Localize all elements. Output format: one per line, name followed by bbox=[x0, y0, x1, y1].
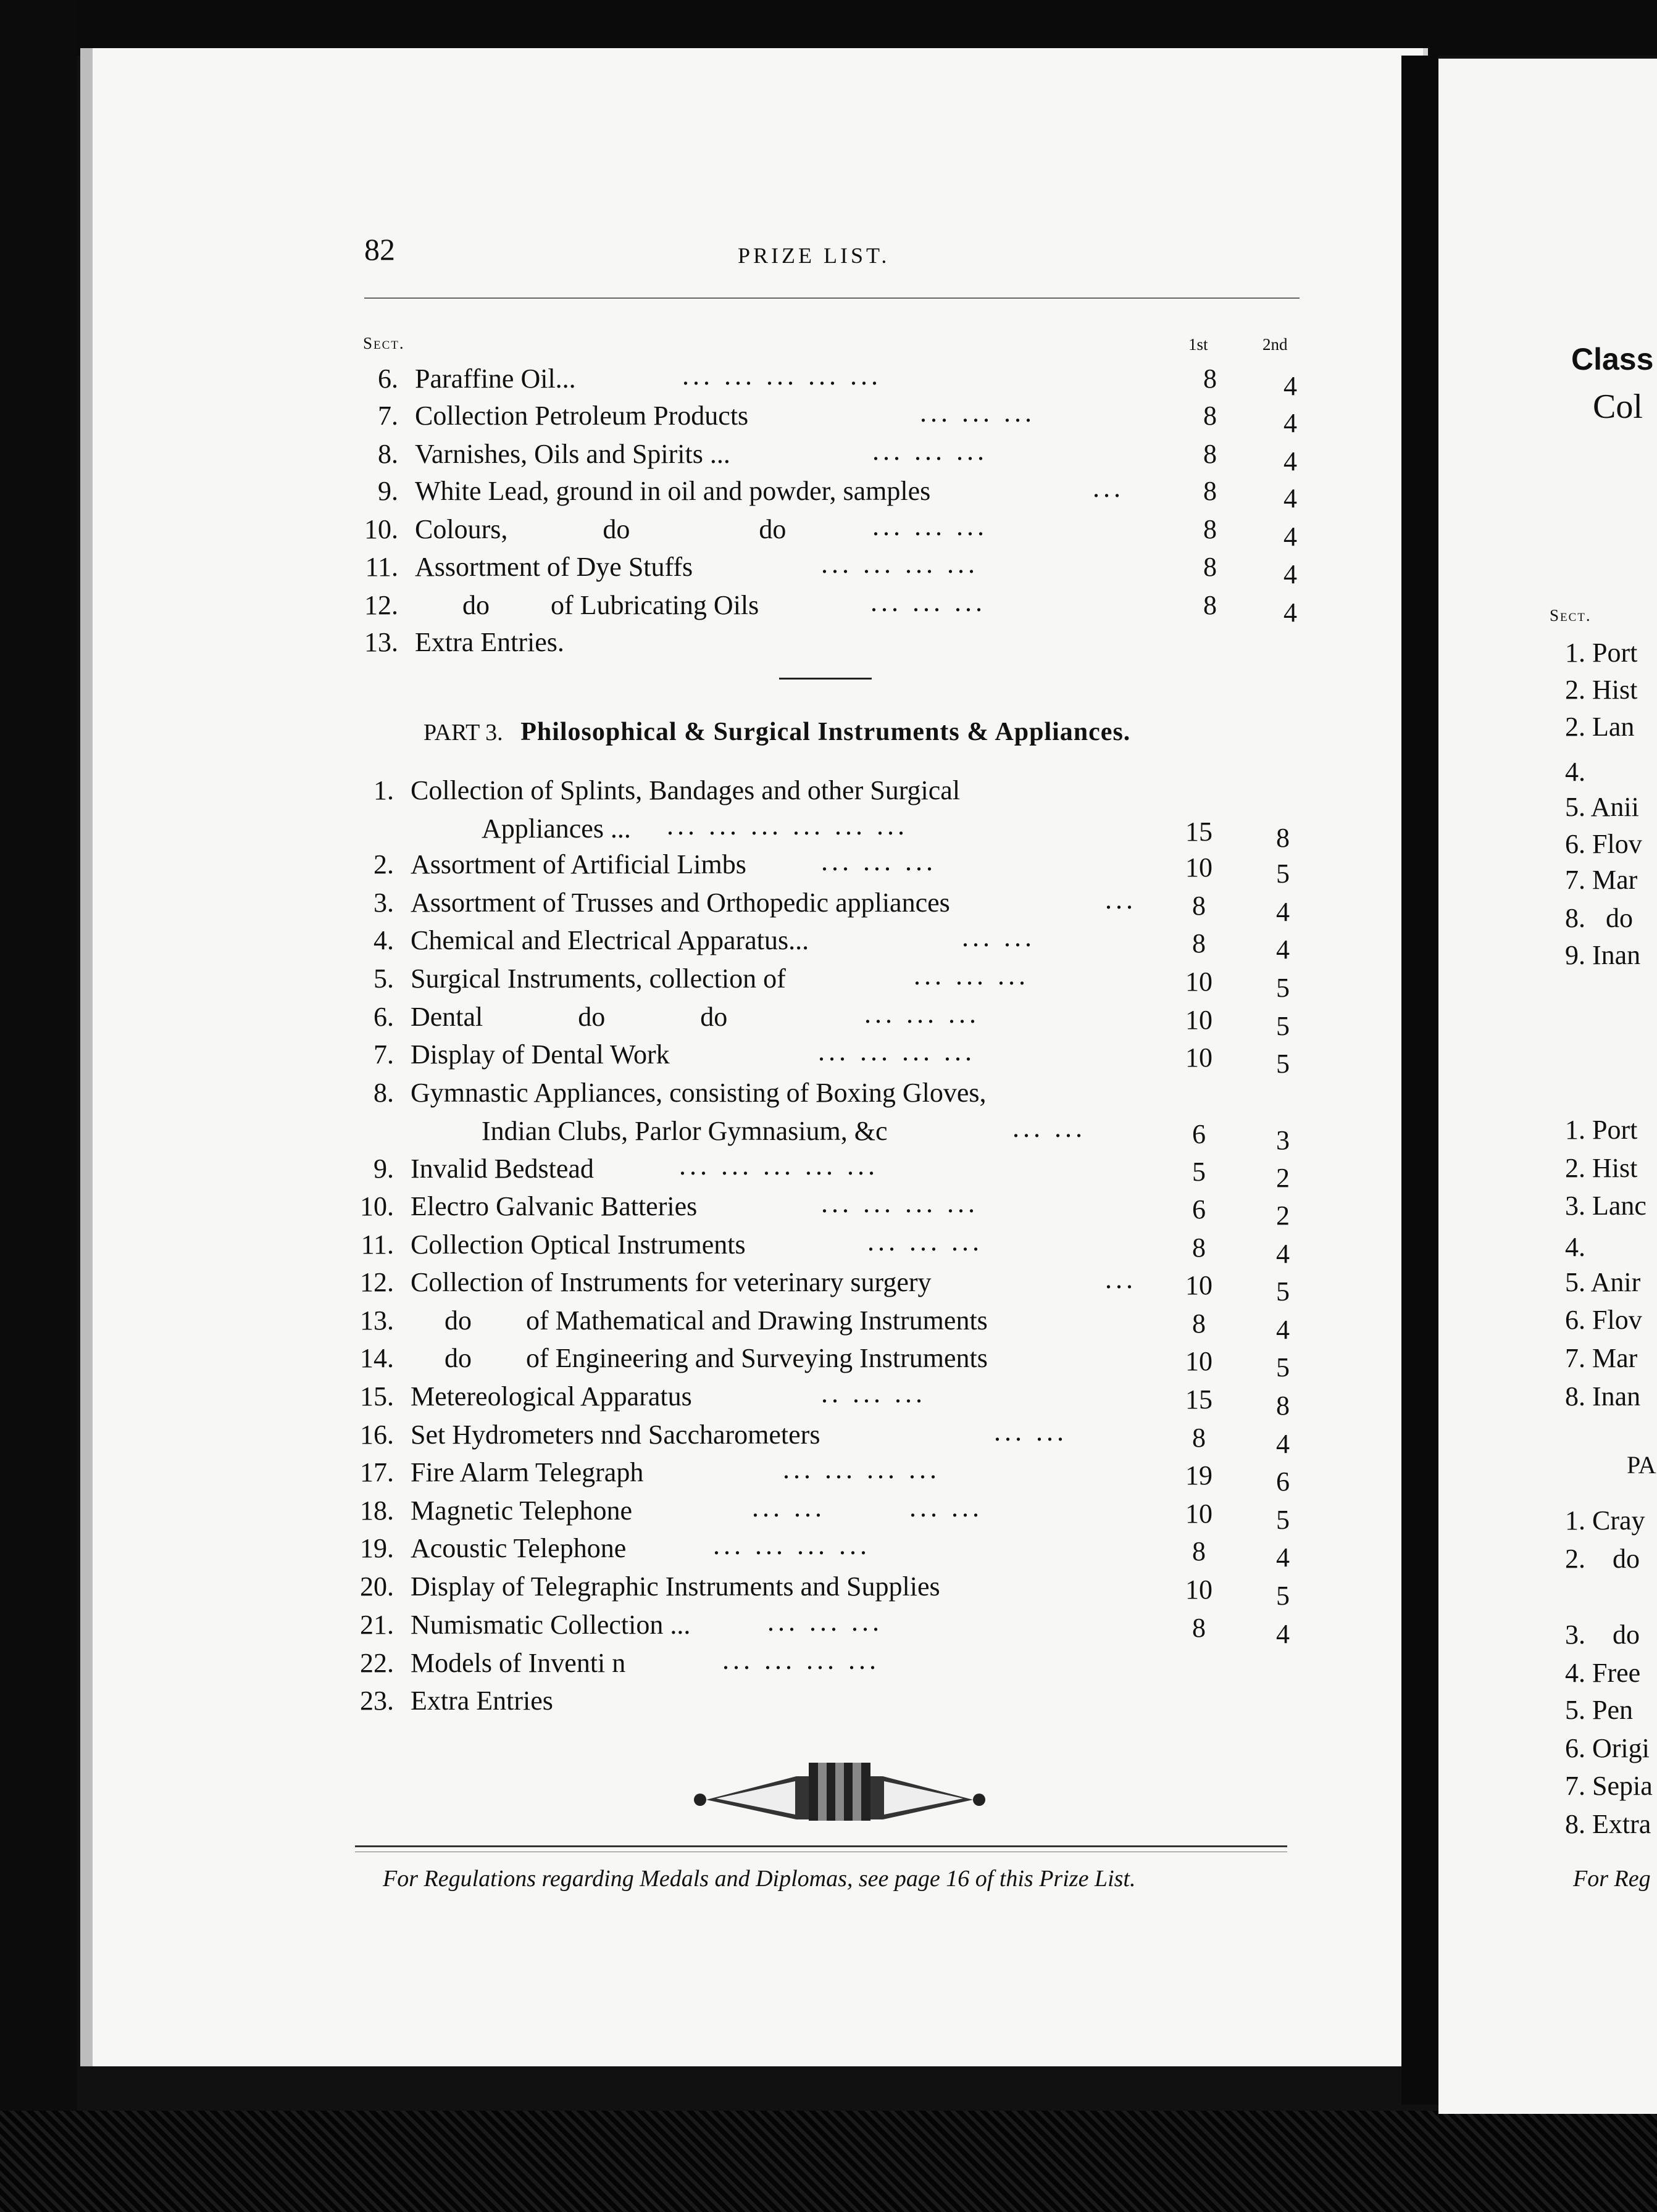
facing-list-item: 4. bbox=[1565, 1232, 1585, 1262]
first-prize: 8 bbox=[1192, 1423, 1206, 1453]
facing-list-item: 7. Mar bbox=[1565, 865, 1638, 895]
second-prize: 6 bbox=[1276, 1466, 1290, 1497]
item-description: Models of Inventi n bbox=[411, 1648, 626, 1678]
second-prize: 5 bbox=[1276, 1276, 1290, 1307]
scan-border-top bbox=[0, 0, 1657, 56]
item-number: 18. bbox=[360, 1495, 394, 1526]
item-number: 21. bbox=[360, 1610, 394, 1640]
item-leader-dots: ... ... bbox=[1012, 1113, 1086, 1143]
item-description: Varnishes, Oils and Spirits ... bbox=[415, 439, 730, 469]
item-description: do of Engineering and Surveying Instruments bbox=[411, 1343, 988, 1373]
item-number: 16. bbox=[360, 1420, 394, 1450]
item-number: 6. bbox=[378, 364, 398, 394]
item-leader-dots: ... ... ... bbox=[864, 999, 980, 1029]
facing-footer: For Reg bbox=[1573, 1866, 1651, 1892]
first-prize: 10 bbox=[1185, 967, 1212, 997]
first-prize: 10 bbox=[1185, 1499, 1212, 1529]
second-prize: 4 bbox=[1283, 446, 1297, 476]
item-description: Gymnastic Appliances, consisting of Boxing Gloves, bbox=[411, 1078, 987, 1108]
first-prize: 6 bbox=[1192, 1119, 1206, 1149]
second-prize: 4 bbox=[1276, 1619, 1290, 1649]
second-prize: 2 bbox=[1276, 1200, 1290, 1231]
second-prize: 5 bbox=[1276, 1011, 1290, 1041]
book-gutter bbox=[1401, 56, 1438, 2105]
item-leader-dots: ... ... ... bbox=[870, 587, 986, 617]
first-prize: 8 bbox=[1192, 1233, 1206, 1263]
running-head: PRIZE LIST. bbox=[738, 243, 890, 268]
first-prize-column-label: 1st bbox=[1188, 335, 1208, 354]
second-prize: 5 bbox=[1276, 1352, 1290, 1382]
second-prize: 4 bbox=[1276, 1542, 1290, 1573]
facing-list-item: 8. do bbox=[1565, 903, 1633, 933]
facing-list-item: 8. Extra bbox=[1565, 1809, 1651, 1839]
facing-list-item: 2. Hist bbox=[1565, 1153, 1638, 1183]
first-prize: 8 bbox=[1192, 891, 1206, 921]
item-number: 6. bbox=[374, 1002, 394, 1032]
footer-note: For Regulations regarding Medals and Diplomas, see page 16 of this Prize List. bbox=[383, 1866, 1136, 1892]
item-leader-dots: ... ... ... ... bbox=[821, 549, 979, 579]
item-number: 13. bbox=[360, 1305, 394, 1336]
first-prize: 8 bbox=[1203, 401, 1217, 431]
facing-list-item: 1. Cray bbox=[1565, 1505, 1645, 1536]
facing-list-item: 5. Anir bbox=[1565, 1267, 1641, 1297]
item-description: Fire Alarm Telegraph bbox=[411, 1457, 644, 1487]
item-description: Collection of Splints, Bandages and other Surgical bbox=[411, 775, 961, 805]
item-description: Electro Galvanic Batteries bbox=[411, 1191, 698, 1221]
item-number: 8. bbox=[374, 1078, 394, 1108]
item-number: 17. bbox=[360, 1457, 394, 1487]
first-prize: 8 bbox=[1203, 364, 1217, 394]
item-description: Display of Dental Work bbox=[411, 1039, 670, 1070]
second-prize: 4 bbox=[1283, 522, 1297, 552]
item-number: 7. bbox=[374, 1039, 394, 1070]
facing-list-item: 6. Flov bbox=[1565, 1305, 1642, 1335]
first-prize: 10 bbox=[1185, 1042, 1212, 1073]
facing-subheading: Col bbox=[1593, 388, 1643, 426]
facing-list-item: 3. do bbox=[1565, 1620, 1640, 1650]
part-label: PART 3. bbox=[424, 720, 503, 746]
item-description: Collection of Instruments for veterinary surgery bbox=[411, 1267, 932, 1297]
item-description: Assortment of Artificial Limbs bbox=[411, 849, 746, 879]
sect-column-label: Sect. bbox=[363, 334, 405, 352]
facing-list-item: 7. Mar bbox=[1565, 1343, 1638, 1373]
item-description: Set Hydrometers nnd Saccharometers bbox=[411, 1420, 820, 1450]
item-number: 15. bbox=[360, 1381, 394, 1412]
first-prize: 10 bbox=[1185, 1005, 1212, 1035]
item-leader-dots: ... ... ... bbox=[872, 511, 988, 541]
second-prize: 5 bbox=[1276, 1505, 1290, 1535]
first-prize: 8 bbox=[1203, 439, 1217, 469]
item-description: Acoustic Telephone bbox=[411, 1533, 627, 1563]
facing-list-item: 8. Inan bbox=[1565, 1381, 1641, 1412]
item-description: Collection Optical Instruments bbox=[411, 1229, 746, 1260]
facing-sect-label: Sect. bbox=[1550, 606, 1592, 625]
item-number: 23. bbox=[360, 1686, 394, 1716]
second-prize: 4 bbox=[1283, 483, 1297, 514]
item-number: 11. bbox=[365, 552, 398, 582]
scan-border-left bbox=[0, 0, 77, 2212]
facing-list-item: 9. Inan bbox=[1565, 940, 1641, 970]
first-prize: 10 bbox=[1185, 1574, 1212, 1605]
item-leader-dots: ... ... ... ... ... bbox=[682, 360, 882, 391]
item-description-continued: Appliances ... bbox=[482, 813, 631, 844]
item-description: White Lead, ground in oil and powder, samples bbox=[415, 476, 931, 506]
second-prize: 3 bbox=[1276, 1125, 1290, 1155]
first-prize: 15 bbox=[1185, 817, 1212, 847]
facing-list-item: 6. Origi bbox=[1565, 1733, 1650, 1763]
second-prize: 4 bbox=[1276, 1315, 1290, 1345]
first-prize: 8 bbox=[1192, 1536, 1206, 1566]
second-prize: 4 bbox=[1283, 408, 1297, 438]
second-prize: 4 bbox=[1276, 897, 1290, 927]
item-number: 1. bbox=[374, 775, 394, 805]
item-number: 13. bbox=[364, 627, 398, 657]
item-leader-dots: ... ... bbox=[962, 922, 1035, 952]
second-prize: 5 bbox=[1276, 859, 1290, 889]
item-number: 20. bbox=[360, 1571, 394, 1602]
item-leader-dots: ... ... ... ... bbox=[722, 1645, 880, 1675]
item-description: Assortment of Dye Stuffs bbox=[415, 552, 693, 582]
item-number: 2. bbox=[374, 849, 394, 879]
item-leader-dots: ... ... ... bbox=[821, 846, 937, 876]
facing-list-item: 6. Flov bbox=[1565, 829, 1642, 859]
facing-part-label: PA bbox=[1627, 1451, 1656, 1479]
second-prize: 4 bbox=[1283, 371, 1297, 401]
first-prize: 10 bbox=[1185, 1346, 1212, 1376]
facing-list-item: 1. Port bbox=[1565, 638, 1638, 668]
second-prize: 4 bbox=[1276, 1429, 1290, 1459]
second-prize: 2 bbox=[1276, 1163, 1290, 1193]
part-heading bbox=[424, 717, 1130, 747]
second-prize-column-label: 2nd bbox=[1263, 335, 1288, 354]
footer-rule bbox=[355, 1845, 1287, 1847]
facing-list-item: 4. bbox=[1565, 757, 1585, 787]
item-description: Dental do do bbox=[411, 1002, 728, 1032]
second-prize: 4 bbox=[1283, 559, 1297, 589]
section-divider bbox=[779, 678, 872, 680]
scan-border-bottom bbox=[0, 2111, 1657, 2212]
item-leader-dots: ... ... ... bbox=[920, 397, 1035, 428]
decorative-ornament bbox=[691, 1758, 988, 1826]
facing-list-item: 4. Free bbox=[1565, 1658, 1641, 1688]
item-description: Colours, do do bbox=[415, 514, 787, 544]
item-number: 19. bbox=[360, 1533, 394, 1563]
second-prize: 8 bbox=[1276, 1391, 1290, 1421]
first-prize: 6 bbox=[1192, 1194, 1206, 1224]
item-description: do of Lubricating Oils bbox=[415, 590, 759, 620]
item-description: Magnetic Telephone bbox=[411, 1495, 632, 1526]
second-prize: 4 bbox=[1283, 597, 1297, 628]
item-leader-dots: ... ... ... ... bbox=[752, 1492, 983, 1523]
first-prize: 15 bbox=[1185, 1384, 1212, 1415]
item-leader-dots: ... bbox=[1105, 884, 1137, 915]
item-leader-dots: ... ... ... ... bbox=[713, 1530, 870, 1560]
first-prize: 8 bbox=[1203, 514, 1217, 544]
first-prize: 8 bbox=[1203, 552, 1217, 582]
item-leader-dots: ... bbox=[1105, 1264, 1137, 1294]
item-leader-dots: ... ... ... bbox=[872, 436, 988, 466]
facing-list-item: 2. Hist bbox=[1565, 675, 1638, 705]
item-leader-dots: ... ... ... ... ... bbox=[679, 1150, 879, 1181]
facing-list-item: 2. do bbox=[1565, 1544, 1640, 1574]
item-description: Metereological Apparatus bbox=[411, 1381, 692, 1412]
item-number: 9. bbox=[378, 476, 398, 506]
item-number: 12. bbox=[364, 590, 398, 620]
item-description: Assortment of Trusses and Orthopedic appliances bbox=[411, 888, 950, 918]
second-prize: 5 bbox=[1276, 1581, 1290, 1611]
item-description: do of Mathematical and Drawing Instruments bbox=[411, 1305, 988, 1336]
first-prize: 8 bbox=[1203, 476, 1217, 506]
header-rule bbox=[364, 297, 1300, 299]
item-leader-dots: ... ... ... bbox=[914, 960, 1029, 991]
facing-list-item: 7. Sepia bbox=[1565, 1771, 1653, 1801]
second-prize: 5 bbox=[1276, 973, 1290, 1003]
item-description: Display of Telegraphic Instruments and Supplies bbox=[411, 1571, 940, 1602]
item-description: Paraffine Oil... bbox=[415, 364, 576, 394]
facing-list-item: 3. Lanc bbox=[1565, 1191, 1647, 1221]
item-number: 3. bbox=[374, 888, 394, 918]
item-number: 10. bbox=[360, 1191, 394, 1221]
facing-list-item: 2. Lan bbox=[1565, 712, 1635, 742]
facing-heading: Class bbox=[1571, 342, 1654, 376]
item-description: Numismatic Collection ... bbox=[411, 1610, 691, 1640]
facing-list-item: 5. Anii bbox=[1565, 792, 1639, 822]
page-number: 82 bbox=[364, 232, 395, 267]
item-number: 7. bbox=[378, 401, 398, 431]
first-prize: 8 bbox=[1192, 928, 1206, 958]
facing-list-item: 5. Pen bbox=[1565, 1695, 1633, 1725]
item-number: 22. bbox=[360, 1648, 394, 1678]
second-prize: 8 bbox=[1276, 823, 1290, 853]
first-prize: 19 bbox=[1185, 1460, 1212, 1491]
first-prize: 8 bbox=[1192, 1308, 1206, 1339]
first-prize: 8 bbox=[1192, 1613, 1206, 1643]
item-leader-dots: ... ... ... bbox=[767, 1607, 883, 1637]
item-leader-dots: .. ... ... bbox=[821, 1378, 926, 1408]
item-number: 11. bbox=[361, 1229, 394, 1260]
item-leader-dots: ... ... bbox=[994, 1416, 1067, 1447]
item-number: 14. bbox=[360, 1343, 394, 1373]
item-description: Chemical and Electrical Apparatus... bbox=[411, 925, 809, 955]
item-description: Extra Entries. bbox=[415, 627, 564, 657]
item-number: 8. bbox=[378, 439, 398, 469]
item-number: 4. bbox=[374, 925, 394, 955]
item-number: 10. bbox=[364, 514, 398, 544]
item-description: Invalid Bedstead bbox=[411, 1154, 594, 1184]
item-description: Collection Petroleum Products bbox=[415, 401, 749, 431]
item-description: Surgical Instruments, collection of bbox=[411, 963, 786, 994]
item-number: 12. bbox=[360, 1267, 394, 1297]
item-leader-dots: ... ... ... ... bbox=[783, 1454, 940, 1484]
second-prize: 4 bbox=[1276, 1239, 1290, 1269]
second-prize: 5 bbox=[1276, 1049, 1290, 1079]
part-title: Philosophical & Surgical Instruments & Appliances. bbox=[520, 718, 1131, 746]
item-leader-dots: ... bbox=[1093, 473, 1124, 503]
item-leader-dots: ... ... ... bbox=[867, 1226, 983, 1257]
item-number: 9. bbox=[374, 1154, 394, 1184]
item-leader-dots: ... ... ... ... ... ... bbox=[667, 810, 908, 841]
item-number: 5. bbox=[374, 963, 394, 994]
item-leader-dots: ... ... ... ... bbox=[818, 1036, 975, 1066]
first-prize: 10 bbox=[1185, 852, 1212, 883]
item-leader-dots: ... ... ... ... bbox=[821, 1188, 979, 1218]
facing-list-item: 1. Port bbox=[1565, 1115, 1638, 1145]
item-description: Extra Entries bbox=[411, 1686, 553, 1716]
first-prize: 8 bbox=[1203, 590, 1217, 620]
second-prize: 4 bbox=[1276, 934, 1290, 965]
first-prize: 10 bbox=[1185, 1270, 1212, 1300]
item-description-continued: Indian Clubs, Parlor Gymnasium, &c bbox=[482, 1116, 888, 1146]
first-prize: 5 bbox=[1192, 1157, 1206, 1187]
